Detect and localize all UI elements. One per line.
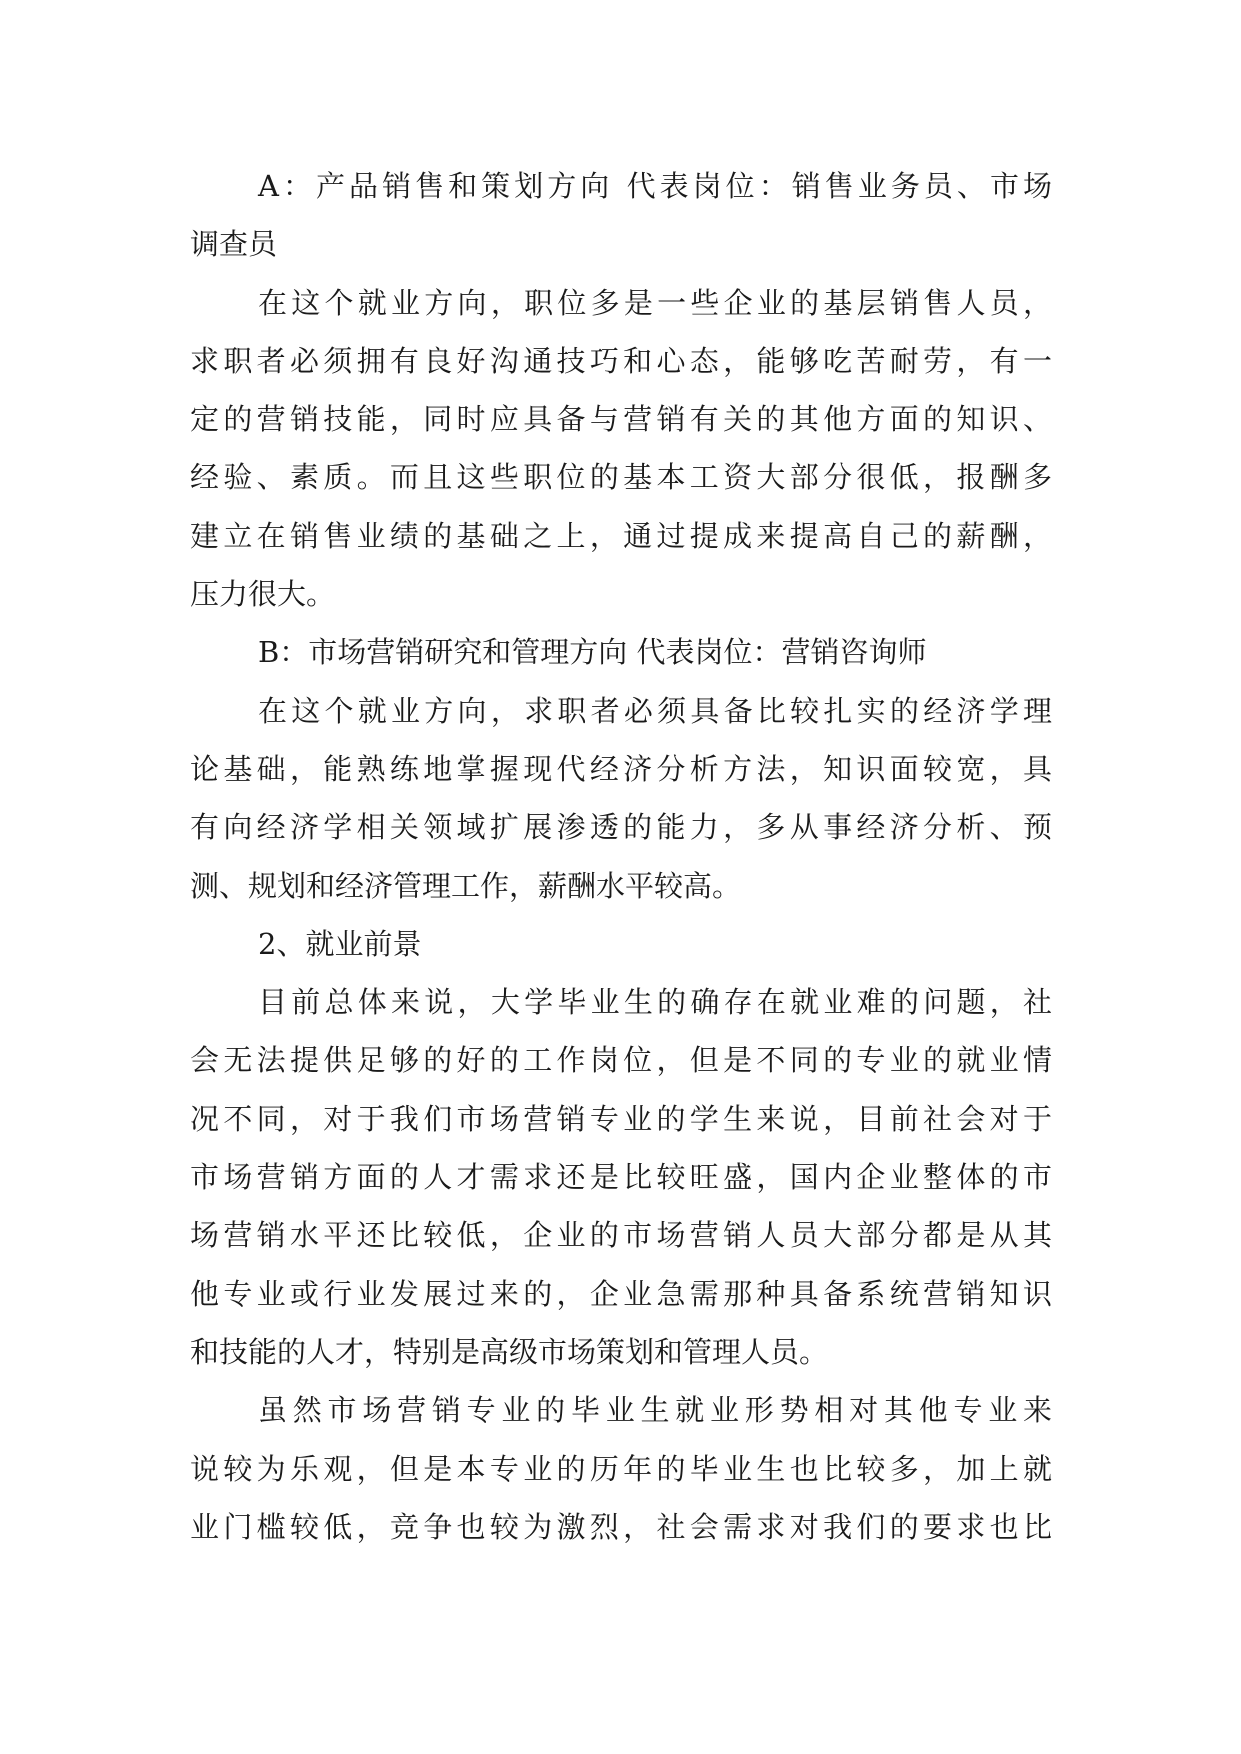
text-line: 业门槛较低，竞争也较为激烈，社会需求对我们的要求也比: [190, 1509, 1052, 1544]
text-line: 定的营销技能，同时应具备与营销有关的其他方面的知识、: [190, 402, 1052, 437]
text-line: 场营销水平还比较低，企业的市场营销人员大部分都是从其: [190, 1218, 1052, 1253]
text-line: 压力很大。: [190, 577, 336, 612]
text-line: 建立在销售业绩的基础之上，通过提成来提高自己的薪酬，: [190, 518, 1052, 553]
text-line: 说较为乐观，但是本专业的历年的毕业生也比较多，加上就: [190, 1451, 1052, 1486]
document-body: [190, 157, 1052, 1556]
text-line: 况不同，对于我们市场营销专业的学生来说，目前社会对于: [190, 1101, 1052, 1136]
text-line: 测、规划和经济管理工作，薪酬水平较高。: [190, 868, 742, 903]
text-line: 求职者必须拥有良好沟通技巧和心态，能够吃苦耐劳，有一: [190, 343, 1052, 378]
text-line: 有向经济学相关领域扩展渗透的能力，多从事经济分析、预: [190, 810, 1052, 845]
text-line: B：市场营销研究和管理方向 代表岗位：营销咨询师: [258, 635, 927, 670]
text-line: 市场营销方面的人才需求还是比较旺盛，国内企业整体的市: [190, 1160, 1052, 1195]
text-line: 和技能的人才，特别是高级市场策划和管理人员。: [190, 1334, 829, 1369]
text-line: 经验、素质。而且这些职位的基本工资大部分很低，报酬多: [190, 460, 1052, 495]
text-line: A：产品销售和策划方向 代表岗位：销售业务员、市场: [258, 169, 1052, 203]
text-line: 论基础，能熟练地掌握现代经济分析方法，知识面较宽，具: [190, 751, 1052, 786]
text-line: 在这个就业方向，职位多是一些企业的基层销售人员，: [258, 285, 1052, 320]
text-line: 他专业或行业发展过来的，企业急需那种具备系统营销知识: [190, 1276, 1052, 1311]
text-line: 虽然市场营销专业的毕业生就业形势相对其他专业来: [258, 1393, 1052, 1428]
text-line: 调查员: [190, 227, 278, 262]
section-heading: 2、就业前景: [258, 926, 422, 961]
text-line: 目前总体来说，大学毕业生的确存在就业难的问题，社: [258, 985, 1052, 1020]
text-line: 会无法提供足够的好的工作岗位，但是不同的专业的就业情: [190, 1043, 1052, 1078]
text-line: 在这个就业方向，求职者必须具备比较扎实的经济学理: [258, 693, 1052, 728]
